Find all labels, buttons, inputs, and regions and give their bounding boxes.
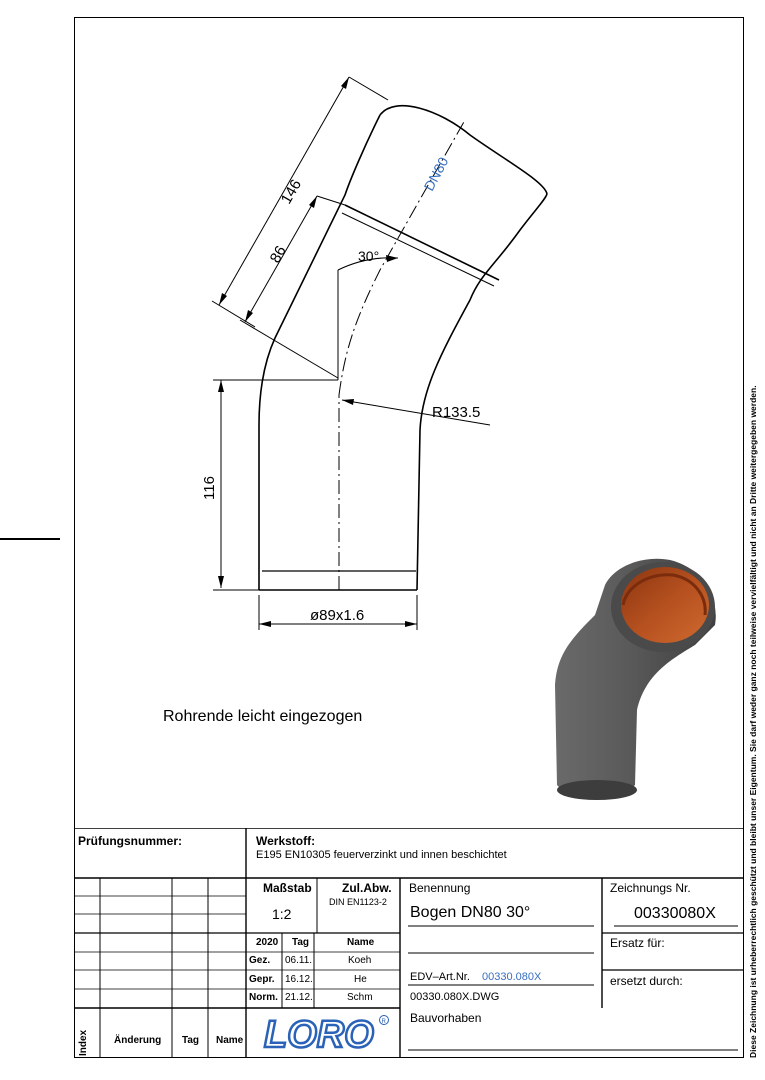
year-label: 2020 (256, 937, 279, 948)
zeichnungsnr-value: 00330080X (634, 905, 716, 922)
benennung-value: Bogen DN80 30° (410, 904, 531, 921)
zulabw-value: DIN EN1123-2 (329, 897, 387, 907)
ersetzt-durch-label: ersetzt durch: (610, 974, 683, 988)
dim-diameter: ø89x1.6 (310, 607, 365, 624)
gez-label: Gez. (249, 955, 271, 966)
benennung-label: Benennung (409, 881, 471, 895)
zulabw-label: Zul.Abw. (342, 881, 392, 895)
dim-angle: 30° (358, 248, 380, 264)
drawing-note: Rohrende leicht eingezogen (163, 708, 363, 725)
werkstoff-label: Werkstoff: (256, 834, 316, 848)
ersatz-fuer-label: Ersatz für: (610, 936, 665, 950)
tag-header: Tag (292, 937, 310, 948)
zeichnungsnr-label: Zeichnungs Nr. (610, 881, 691, 895)
massstab-label: Maßstab (263, 881, 312, 895)
name-header: Name (347, 937, 375, 948)
index-label: Index (78, 1029, 89, 1056)
svg-text:R: R (381, 1019, 386, 1025)
tag2-label: Tag (182, 1035, 200, 1046)
norm-name: Schm (347, 992, 373, 1003)
svg-text:LORO: LORO (264, 1014, 374, 1054)
title-block (74, 828, 744, 1058)
bauvorhaben-label: Bauvorhaben (410, 1011, 482, 1025)
pipe-outline-right (417, 194, 547, 590)
pipe-end-cap (380, 106, 547, 194)
name2-label: Name (216, 1035, 244, 1046)
gepr-label: Gepr. (249, 974, 275, 985)
aenderung-label: Änderung (114, 1035, 162, 1046)
edv-label: EDV–Art.Nr. (410, 971, 470, 983)
pipe-3d-render (545, 545, 725, 805)
pruefungsnummer-label: Prüfungsnummer: (78, 834, 183, 848)
gepr-tag: 16.12. (285, 974, 313, 985)
dim-146: 146 (277, 176, 305, 207)
edv-value: 00330.080X (482, 971, 542, 983)
dim-radius: R133.5 (432, 404, 481, 421)
gez-tag: 06.11. (285, 955, 313, 966)
norm-label: Norm. (249, 992, 278, 1003)
gez-name: Koeh (348, 955, 372, 966)
copyright-notice: Diese Zeichnung ist urheberrechtlich geschützt und bleibt unser Eigentum. Sie darf weder ganz noch teilweise vervielfältigt und nicht an Dritte weitergegeben werden. (748, 385, 758, 1058)
loro-logo (260, 1010, 392, 1054)
dim-86: 86 (266, 243, 290, 266)
norm-tag: 21.12. (285, 992, 313, 1003)
dwg-file: 00330.080X.DWG (410, 991, 500, 1003)
massstab-value: 1:2 (272, 906, 292, 922)
label-dn: DN80 (420, 154, 452, 194)
werkstoff-value: E195 EN10305 feuerverzinkt und innen beschichtet (256, 849, 507, 861)
gepr-name: He (354, 974, 367, 985)
dim-116: 116 (201, 476, 218, 500)
pipe-outline-left (259, 115, 380, 590)
